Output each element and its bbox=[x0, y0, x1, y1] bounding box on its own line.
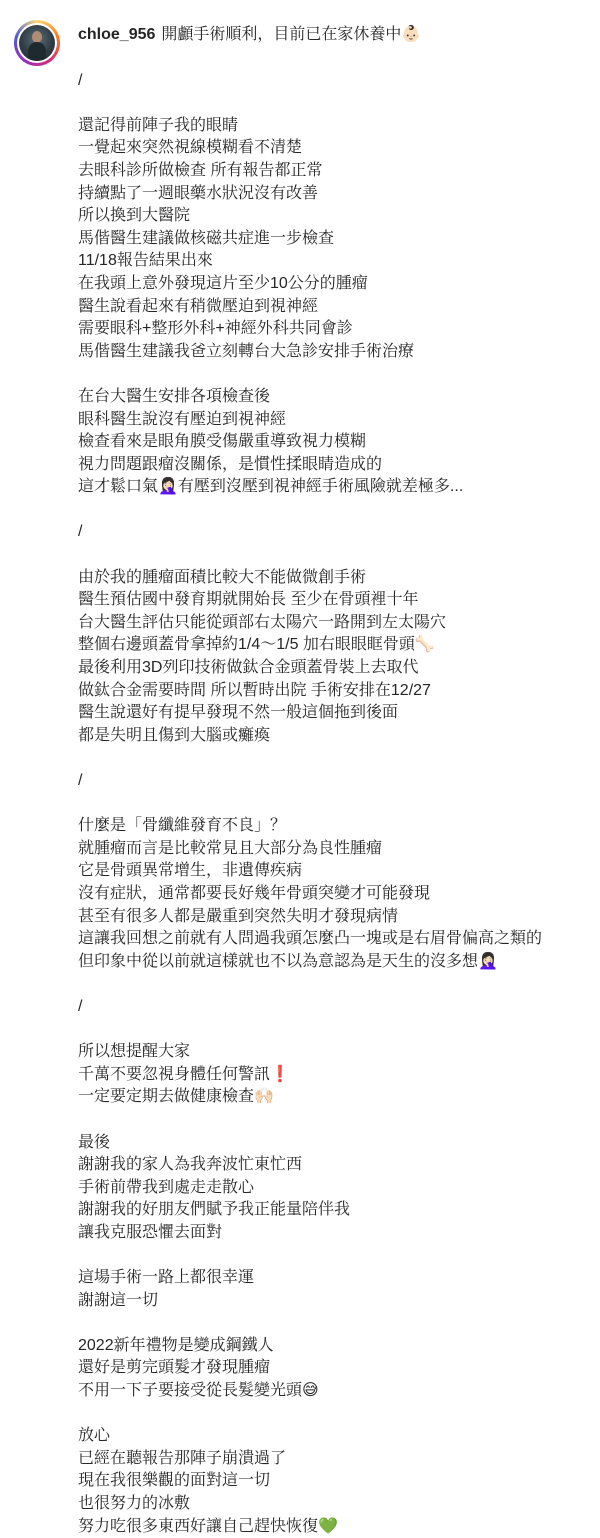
caption-line: 台大醫生評估只能從頭部右太陽穴一路開到左太陽穴 bbox=[78, 613, 447, 631]
caption-line: 2022新年禮物是變成鋼鐵人 bbox=[78, 1336, 274, 1354]
profile-avatar[interactable] bbox=[14, 20, 60, 66]
caption-line: 馬偕醫生建議做核磁共症進一步檢查 bbox=[78, 229, 335, 247]
caption-line: 放心 bbox=[78, 1427, 111, 1445]
username-link[interactable]: chloe_956 bbox=[78, 26, 156, 43]
caption-line: 醫生預估國中發育期就開始長 至少在骨頭裡十年 bbox=[78, 591, 419, 609]
caption-line: 持續點了一週眼藥水狀況沒有改善 bbox=[78, 184, 319, 202]
caption-line: 在台大醫生安排各項檢查後 bbox=[78, 387, 271, 405]
caption-line: 去眼科診所做檢查 所有報告都正常 bbox=[78, 161, 323, 179]
paragraph-gap bbox=[78, 793, 583, 816]
caption-line: 甚至有很多人都是嚴重到突然失明才發現病情 bbox=[78, 907, 399, 925]
caption-line: 還好是剪完頭髮才發現腫瘤 bbox=[78, 1359, 271, 1377]
caption-line: 沒有症狀，通常都要長好幾年骨頭突變才可能發現 bbox=[78, 884, 431, 902]
paragraph-gap bbox=[78, 1109, 583, 1132]
caption-line: 11/18報告結果出來 bbox=[78, 252, 213, 270]
caption-text bbox=[78, 24, 583, 1538]
section-divider-slash: / bbox=[78, 997, 83, 1015]
section-divider-slash: / bbox=[78, 523, 83, 541]
caption-line: 需要眼科+整形外科+神經外科共同會診 bbox=[78, 320, 353, 338]
caption-line: 一覺起來突然視線模糊看不清楚 bbox=[78, 139, 303, 157]
caption-line: 整個右邊頭蓋骨拿掉約1/4～1/5 加右眼眼眶骨頭🦴 bbox=[78, 636, 435, 654]
paragraph-gap bbox=[78, 47, 583, 70]
paragraph-gap bbox=[78, 1244, 583, 1267]
section-divider-slash: / bbox=[78, 71, 83, 89]
caption-line: 這場手術一路上都很幸運 bbox=[78, 1269, 255, 1287]
caption-header bbox=[78, 24, 583, 47]
paragraph-gap bbox=[78, 92, 583, 115]
avatar-ring bbox=[17, 23, 57, 63]
caption-line: 它是骨頭異常增生，非遺傳疾病 bbox=[78, 862, 303, 880]
caption-line: 由於我的腫瘤面積比較大不能做微創手術 bbox=[78, 568, 367, 586]
caption-line: 讓我克服恐懼去面對 bbox=[78, 1223, 223, 1241]
caption-line: 努力吃很多東西好讓自己趕快恢復💚 bbox=[78, 1517, 338, 1535]
caption-line: 還記得前陣子我的眼睛 bbox=[78, 116, 239, 134]
caption-line: 什麼是「骨纖維發育不良」？ bbox=[78, 817, 287, 835]
caption-line: 最後 bbox=[78, 1133, 111, 1151]
caption-line: 但印象中從以前就這樣就也不以為意認為是天生的沒多想🤦🏻‍♀️ bbox=[78, 952, 498, 970]
caption-line: 所以換到大醫院 bbox=[78, 207, 191, 225]
section-divider-slash: / bbox=[78, 772, 83, 789]
caption-line: 最後利用3D列印技術做鈦合金頭蓋骨裝上去取代 bbox=[78, 659, 419, 677]
caption-line: 現在我很樂觀的面對這一切 bbox=[78, 1472, 271, 1490]
caption-line: 醫生說看起來有稍微壓迫到視神經 bbox=[78, 297, 319, 315]
paragraph-gap bbox=[78, 973, 583, 996]
caption-line: 馬偕醫生建議我爸立刻轉台大急診安排手術治療 bbox=[78, 342, 415, 360]
caption-line: 謝謝我的家人為我奔波忙東忙西 bbox=[78, 1156, 303, 1174]
paragraph-gap bbox=[78, 1403, 583, 1426]
caption-body bbox=[78, 70, 583, 1538]
caption-line: 在我頭上意外發現這片至少10公分的腫瘤 bbox=[78, 274, 368, 292]
caption-line: 視力問題跟瘤沒關係，是慣性揉眼睛造成的 bbox=[78, 455, 383, 473]
avatar-photo bbox=[19, 25, 55, 61]
caption-line: 千萬不要忽視身體任何警訊❗️ bbox=[78, 1065, 290, 1083]
caption-line: 謝謝這一切 bbox=[78, 1291, 159, 1309]
caption-line: 一定要定期去做健康檢查🙌🏻 bbox=[78, 1088, 274, 1106]
caption-line: 眼科醫生說沒有壓迫到視神經 bbox=[78, 410, 287, 428]
caption-line: 這讓我回想之前就有人問過我頭怎麼凸一塊或是右眉骨偏高之類的 bbox=[78, 930, 543, 948]
caption-line: 都是失明且傷到大腦或癱瘓 bbox=[78, 726, 271, 744]
caption-line: 已經在聽報告那陣子崩潰過了 bbox=[78, 1449, 287, 1467]
caption-first-line: 開顱手術順利，目前已在家休養中👶🏻 bbox=[161, 26, 422, 43]
caption-line: 這才鬆口氣🤦🏻‍♀️有壓到沒壓到視神經手術風險就差極多... bbox=[78, 478, 464, 496]
caption-line: 不用一下子要接受從長髮變光頭😅 bbox=[78, 1382, 319, 1400]
paragraph-gap bbox=[78, 1312, 583, 1335]
paragraph-gap bbox=[78, 747, 583, 770]
paragraph-gap bbox=[78, 363, 583, 386]
caption-line: 謝謝我的好朋友們賦予我正能量陪伴我 bbox=[78, 1201, 351, 1219]
caption-line: 就腫瘤而言是比較常見且大部分為良性腫瘤 bbox=[78, 839, 383, 857]
paragraph-gap bbox=[78, 1019, 583, 1042]
caption-line: 醫生說還好有提早發現不然一般這個拖到後面 bbox=[78, 704, 399, 722]
caption-line: 所以想提醒大家 bbox=[78, 1043, 191, 1061]
caption-line: 檢查看來是眼角膜受傷嚴重導致視力模糊 bbox=[78, 433, 367, 451]
paragraph-gap bbox=[78, 499, 583, 522]
paragraph-gap bbox=[78, 544, 583, 567]
caption-line: 做鈦合金需要時間 所以暫時出院 手術安排在12/27 bbox=[78, 681, 431, 699]
caption-line: 也很努力的冰敷 bbox=[78, 1495, 191, 1512]
caption-line: 手術前帶我到處走走散心 bbox=[78, 1178, 255, 1196]
